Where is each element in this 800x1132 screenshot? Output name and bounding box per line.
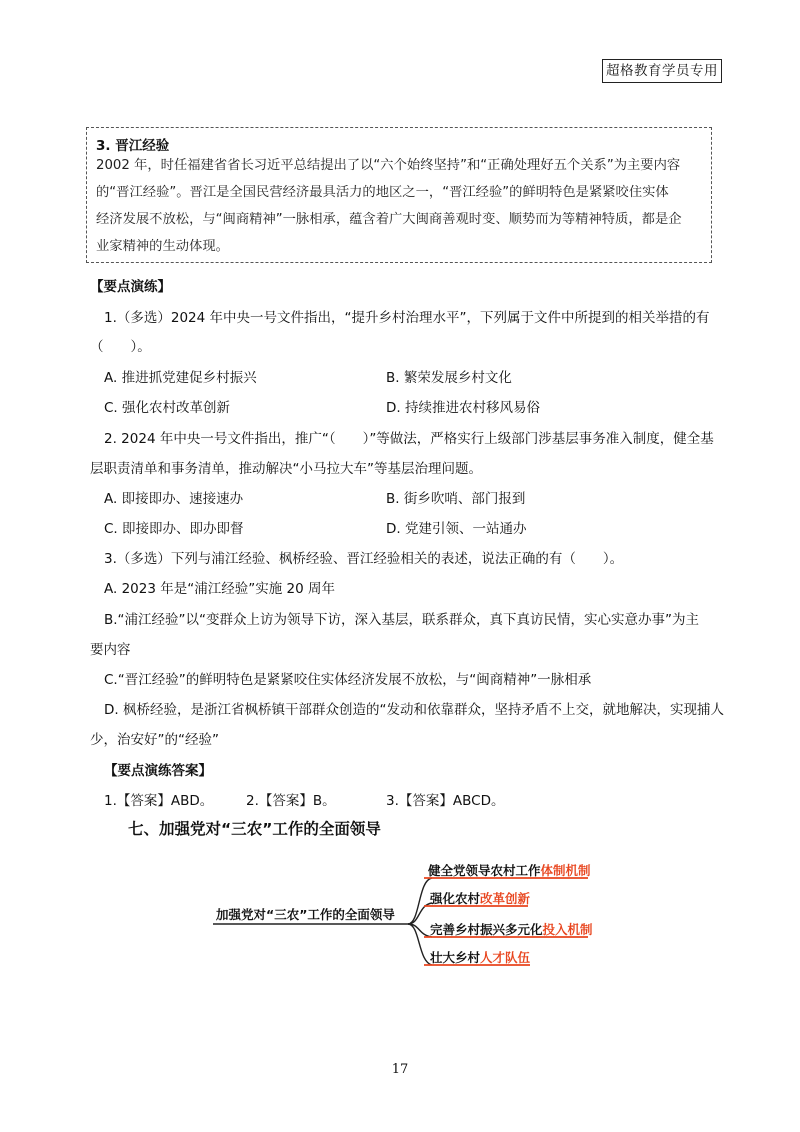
box-title: 3. 晋江经验	[96, 138, 170, 154]
section-title: 七、加强党对“三农”工作的全面领导	[128, 820, 381, 838]
q3-option-d-line2: 少，治安好”的“经验”	[90, 732, 219, 748]
branch-4-text: 壮大乡村	[430, 950, 481, 965]
page-number: 17	[391, 1062, 409, 1077]
mindmap-branch-3	[430, 920, 593, 938]
q1-stem-line1: 1.（多选）2024 年中央一号文件指出，“提升乡村治理水平”，下列属于文件中所提到的相关举措的有	[104, 310, 710, 326]
q2-option-a: A. 即接即办、速接速办	[104, 491, 244, 507]
q1-option-d: D. 持续推进农村移风易俗	[386, 400, 540, 416]
q3-stem: 3.（多选）下列与浦江经验、枫桥经验、晋江经验相关的表述，说法正确的有（ ）。	[104, 551, 624, 567]
q3-option-a: A. 2023 年是“浦江经验”实施 20 周年	[104, 581, 335, 597]
branch-4-highlight: 人才队伍	[480, 950, 531, 965]
branch-1-text: 健全党领导农村工作	[428, 863, 541, 878]
branch-1-highlight: 体制机制	[540, 863, 591, 878]
branch-2-highlight: 改革创新	[480, 891, 531, 906]
box-line-1: 2002 年，时任福建省省长习近平总结提出了以“六个始终坚持”和“正确处理好五个关系”为主要内容	[96, 158, 681, 173]
q3-option-b-line1: B.“浦江经验”以“变群众上访为领导下访，深入基层，联系群众，真下真访民情，实心实意办事”为主	[104, 612, 700, 628]
q1-stem-line2: （ ）。	[90, 339, 151, 355]
box-line-2: 的“晋江经验”。晋江是全国民营经济最具活力的地区之一，“晋江经验”的鲜明特色是紧紧咬住实体	[96, 185, 669, 200]
q3-option-d-line1: D. 枫桥经验，是浙江省枫桥镇干部群众创造的“发动和依靠群众，坚持矛盾不上交，就地解决，实现捕人	[104, 702, 724, 718]
mindmap-branch-2	[430, 889, 530, 907]
student-only-badge: 超格教育学员专用	[602, 59, 722, 83]
q1-option-a: A. 推进抓党建促乡村振兴	[104, 370, 257, 386]
mindmap-root: 加强党对“三农”工作的全面领导	[216, 907, 395, 922]
answer-3: 3.【答案】ABCD。	[386, 793, 505, 809]
answer-2: 2.【答案】B。	[246, 793, 336, 809]
box-line-4: 业家精神的生动体现。	[96, 239, 229, 254]
mindmap-branch-1	[428, 861, 591, 879]
q1-option-b: B. 繁荣发展乡村文化	[386, 370, 512, 386]
q2-stem-line1: 2. 2024 年中央一号文件指出，推广“（ ）”等做法，严格实行上级部门涉基层事务准入制度，健全基	[104, 431, 714, 447]
q1-option-c: C. 强化农村改革创新	[104, 400, 231, 416]
q3-option-c: C.“晋江经验”的鲜明特色是紧紧咬住实体经济发展不放松，与“闽商精神”一脉相承	[104, 672, 592, 688]
branch-2-text: 强化农村	[430, 891, 481, 906]
q2-option-c: C. 即接即办、即办即督	[104, 521, 244, 537]
q2-option-d: D. 党建引领、一站通办	[386, 521, 527, 537]
practice-heading: 【要点演练】	[90, 279, 171, 295]
q3-option-b-line2: 要内容	[90, 642, 131, 658]
answer-1: 1.【答案】ABD。	[104, 793, 214, 809]
branch-3-text: 完善乡村振兴多元化	[430, 922, 543, 937]
branch-3-highlight: 投入机制	[542, 922, 593, 937]
box-line-3: 经济发展不放松，与“闽商精神”一脉相承，蕴含着广大闽商善观时变、顺势而为等精神特质，都是企	[96, 212, 682, 227]
answers-heading: 【要点演练答案】	[104, 763, 212, 779]
q2-stem-line2: 层职责清单和事务清单，推动解决“小马拉大车”等基层治理问题。	[90, 461, 482, 477]
q2-option-b: B. 街乡吹哨、部门报到	[386, 491, 526, 507]
mindmap-branch-4	[430, 948, 530, 966]
